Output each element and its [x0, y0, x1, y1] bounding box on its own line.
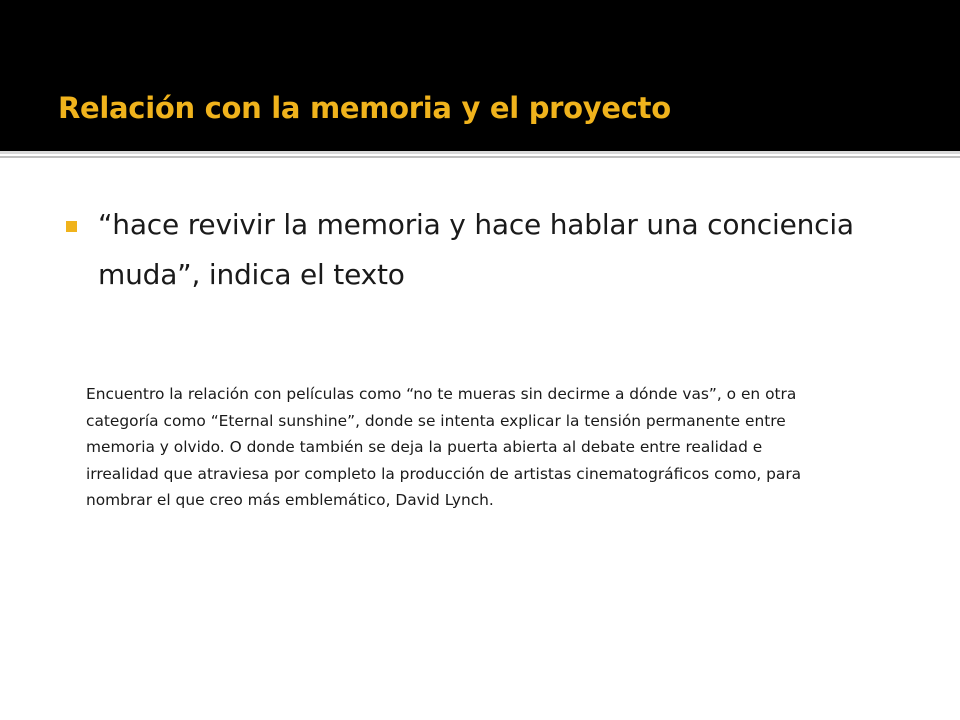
title-divider-bottom [0, 156, 960, 158]
title-divider-top [0, 151, 960, 154]
bullet-text: “hace revivir la memoria y hace hablar una conciencia muda”, indica el texto [98, 208, 854, 291]
body-paragraph: Encuentro la relación con películas como “no te mueras sin decirme a dónde vas”, o en otra categoría como “Eternal sunshine”, donde se intenta explicar la tensión permanente entre memoria y olvido. O donde también se deja la puerta abierta al debate entre realidad e irrealidad que atraviesa por completo la producción de artistas cinematográficos como, para nombrar el que creo más emblemático, David Lynch. [86, 385, 802, 509]
title-bar [0, 0, 960, 151]
slide-title: Relación con la memoria y el proyecto [58, 91, 671, 125]
square-bullet-icon [66, 221, 77, 232]
